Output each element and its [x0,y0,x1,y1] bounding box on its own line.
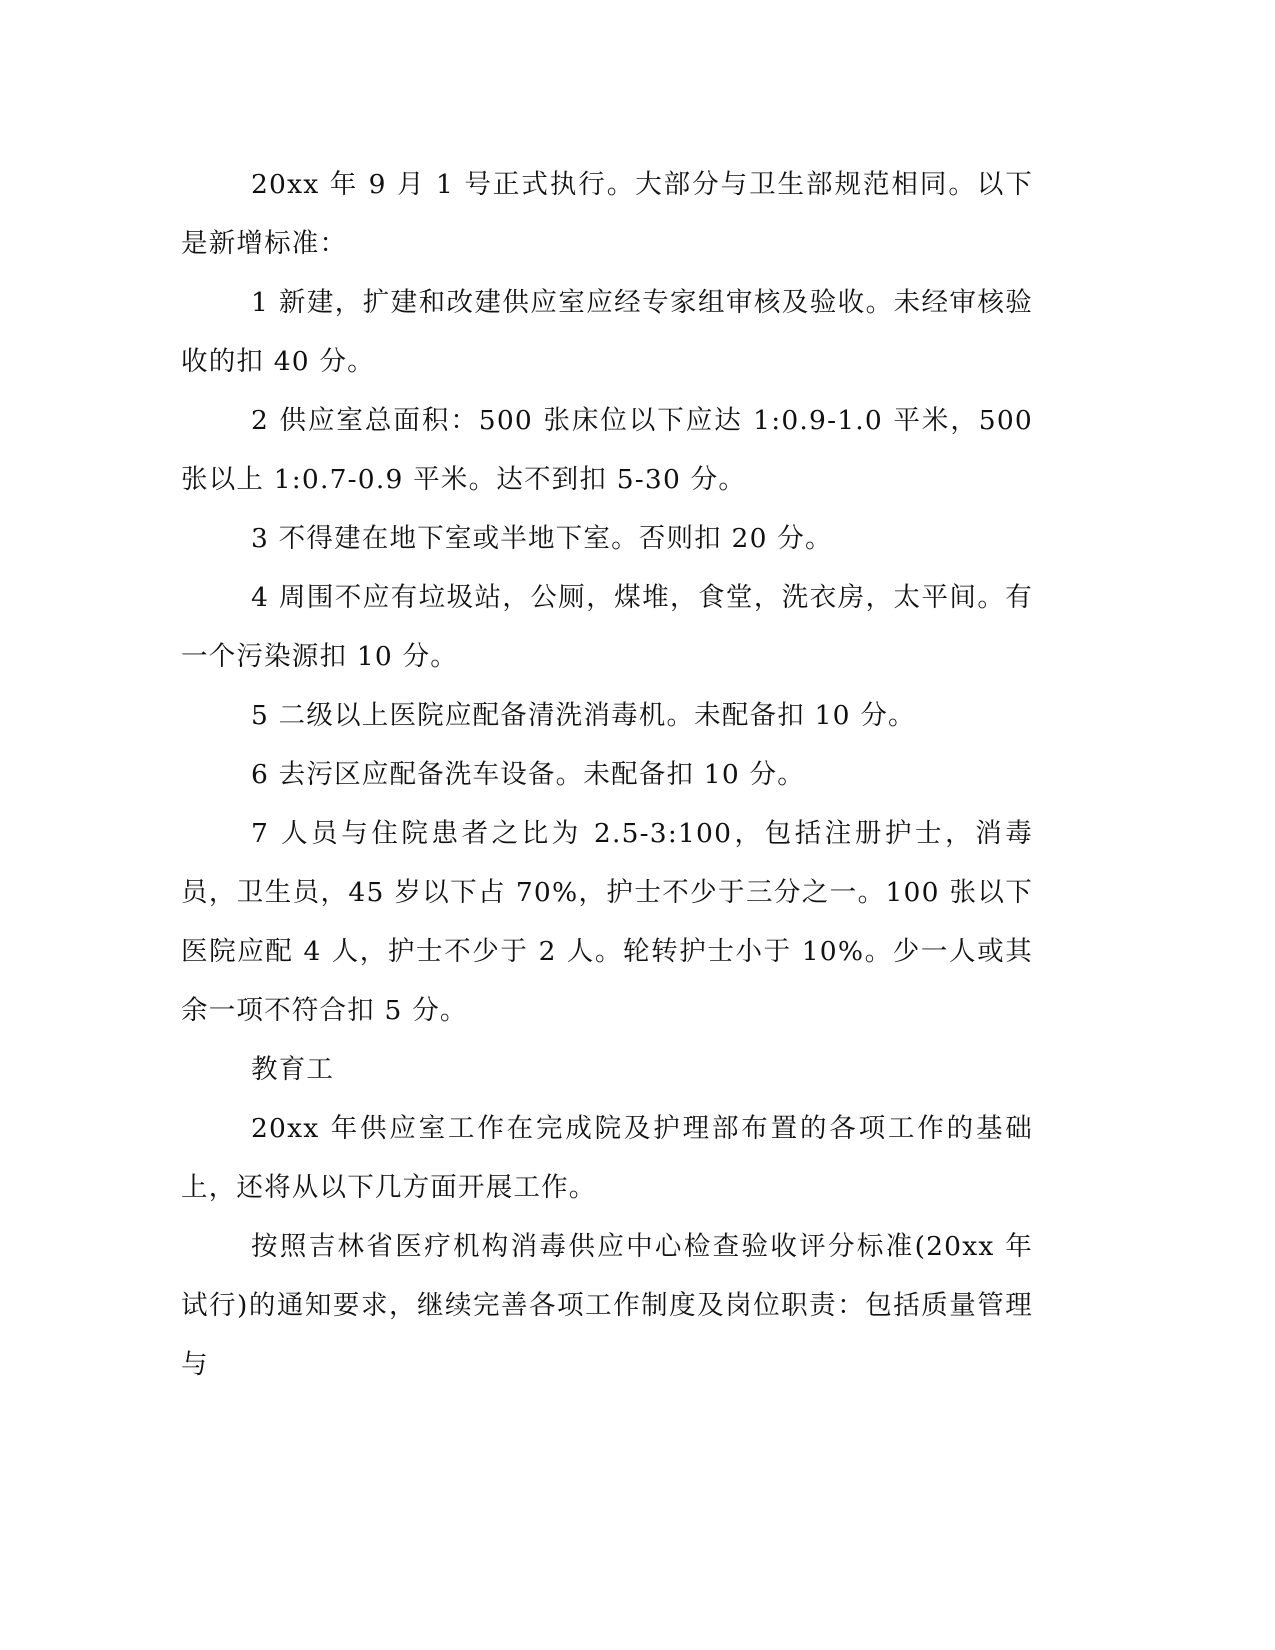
paragraph-item-7: 7 人员与住院患者之比为 2.5-3:100，包括注册护士，消毒员，卫生员，45 岁以下占 70%，护士不少于三分之一。100 张以下医院应配 4 人，护士不少于 2 人。轮转护士小于 10%。少一人或其余一项不符合扣 5 分。 [181,818,1033,1026]
paragraph-intro: 20xx 年 9 月 1 号正式执行。大部分与卫生部规范相同。以下是新增标准： [181,169,1033,259]
paragraph-plan: 20xx 年供应室工作在完成院及护理部布置的各项工作的基础上，还将从以下几方面开展工作。 [181,1113,1033,1203]
paragraph-item-4: 4 周围不应有垃圾站，公厕，煤堆，食堂，洗衣房，太平间。有一个污染源扣 10 分。 [181,582,1033,672]
paragraph-item-6: 6 去污区应配备洗车设备。未配备扣 10 分。 [251,759,805,790]
paragraph-item-1: 1 新建，扩建和改建供应室应经专家组审核及验收。未经审核验收的扣 40 分。 [181,287,1033,377]
paragraph-item-5: 5 二级以上医院应配备清洗消毒机。未配备扣 10 分。 [251,700,916,731]
document-body [181,155,1033,1394]
paragraph-item-3: 3 不得建在地下室或半地下室。否则扣 20 分。 [251,523,833,554]
section-heading: 教育工 [251,1054,335,1085]
paragraph-item-2: 2 供应室总面积：500 张床位以下应达 1:0.9-1.0 平米，500 张以上 1:0.7-0.9 平米。达不到扣 5-30 分。 [181,405,1033,495]
paragraph-standard: 按照吉林省医疗机构消毒供应中心检查验收评分标准(20xx 年试行)的通知要求，继续完善各项工作制度及岗位职责：包括质量管理与 [181,1231,1033,1380]
